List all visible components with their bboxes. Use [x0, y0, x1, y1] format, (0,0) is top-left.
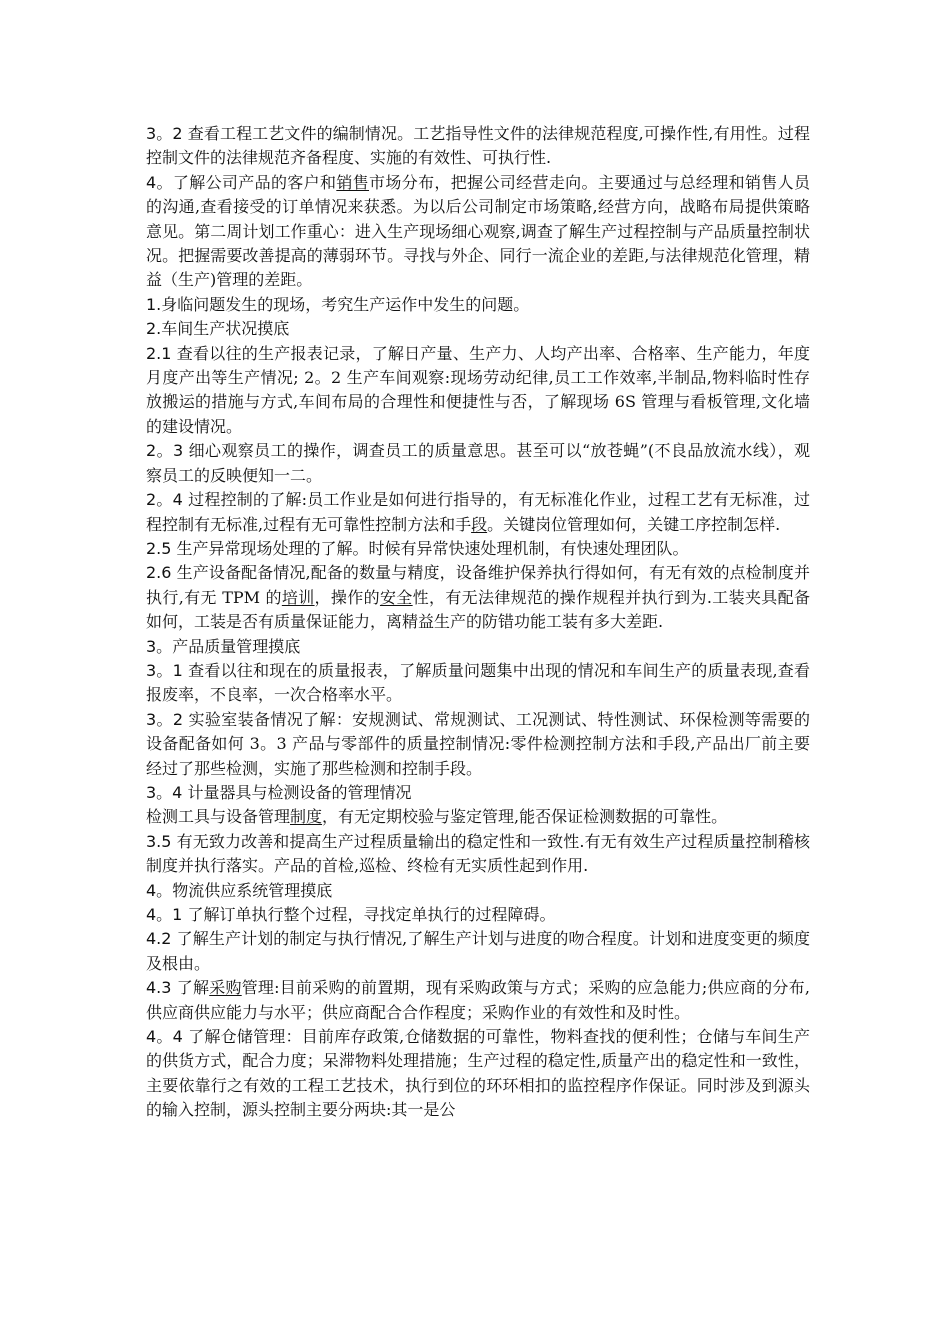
paragraph-text: 了解采购管理:目前采购的前置期，现有采购政策与方式；采购的应急能力;供应商的分布,供应商供应能力与水平；供应商配合合作程度；采购作业的有效性和及时性。	[146, 978, 810, 1022]
paragraph-7	[146, 488, 810, 537]
paragraph-17	[146, 903, 810, 927]
paragraph-5	[146, 342, 810, 440]
paragraph-text: 计量器具与检测设备的管理情况	[187, 782, 412, 802]
paragraph-6	[146, 439, 810, 488]
paragraph-number: 4.2	[146, 929, 177, 949]
paragraph-text: 查看以往的生产报表记录，了解日产量、生产力、人均产出率、合格率、生产能力，年度月度产出等生产情况; 2。2 生产车间观察:现场劳动纪律,员工工作效率,半制品,物料临时性存放搬运的措施与方式,车间布局的合理性和便捷性与否，了解现场 6S 管理与看板管理,文化墙的建设情况。	[146, 343, 810, 436]
paragraph-number: 1.	[146, 294, 162, 314]
paragraph-number: 3。2	[146, 709, 189, 729]
paragraph-text: 生产异常现场处理的了解。时候有异常快速处理机制，有快速处理团队。	[176, 538, 689, 558]
paragraph-number: 3.5	[146, 831, 177, 851]
paragraph-14	[146, 805, 810, 829]
paragraph-2	[146, 171, 810, 293]
paragraph-number: 4。1	[146, 905, 188, 924]
paragraph-number: 2。4	[146, 490, 189, 510]
paragraph-text: 了解生产计划的制定与执行情况,了解生产计划与进度的吻合程度。计划和进度变更的频度及根由。	[146, 929, 810, 973]
paragraph-number: 3。	[146, 636, 173, 656]
paragraph-15	[146, 830, 810, 879]
paragraph-13	[146, 781, 810, 805]
paragraph-number: 2.1	[146, 343, 177, 363]
paragraph-12	[146, 708, 810, 781]
paragraph-8	[146, 537, 810, 561]
paragraph-number: 3。4	[146, 782, 188, 802]
paragraph-text: 物流供应系统管理摸底	[172, 880, 333, 900]
paragraph-text: 了解仓储管理：目前库存政策,仓储数据的可靠性，物料查找的便利性；仓储与车间生产的供货方式，配合力度；呆滞物料处理措施；生产过程的稳定性,质量产出的稳定性和一致性，主要依靠行之有效的工程工艺技术，执行到位的环环相扣的监控程序作保证。同时涉及到源头的输入控制，源头控制主要分两块:其一是公	[146, 1027, 810, 1120]
paragraph-number: 2.5	[146, 538, 177, 558]
paragraph-number: 4。	[146, 172, 173, 192]
document-body	[146, 122, 810, 1123]
paragraph-text: 生产设备配备情况,配备的数量与精度，设备维护保养执行得如何，有无有效的点检制度并执行,有无 TPM 的培训，操作的安全性，有无法律规范的操作规程并执行到为.工装夹具配备如何，工装是否有质量保证能力，离精益生产的防错功能工装有多大差距.	[146, 563, 810, 632]
paragraph-text: 查看以往和现在的质量报表，了解质量问题集中出现的情况和车间生产的质量表现,查看报废率，不良率，一次合格率水平。	[146, 660, 810, 705]
paragraph-text: 实验室装备情况了解：安规测试、常规测试、工况测试、特性测试、环保检测等需要的设备配备如何 3。3 产品与零部件的质量控制情况:零件检测控制方法和手段,产品出厂前主要经过了那些检测，实施了那些检测和控制手段。	[146, 709, 810, 778]
paragraph-number: 4。	[146, 880, 173, 900]
paragraph-text: 细心观察员工的操作，调查员工的质量意思。甚至可以“放苍蝇”(不良品放流水线），观察员工的反映便知一二。	[146, 441, 810, 485]
paragraph-number: 2.6	[146, 563, 177, 583]
paragraph-text: 产品质量管理摸底	[172, 636, 301, 656]
paragraph-18	[146, 927, 810, 976]
paragraph-20	[146, 1025, 810, 1123]
paragraph-text: 有无致力改善和提高生产过程质量输出的稳定性和一致性.有无有效生产过程质量控制稽核制度并执行落实。产品的首检,巡检、终检有无实质性起到作用.	[146, 831, 810, 876]
paragraph-10	[146, 635, 810, 659]
paragraph-1	[146, 122, 810, 171]
paragraph-number: 4。4	[146, 1027, 189, 1047]
paragraph-number: 2。3	[146, 441, 189, 461]
paragraph-number: 2.	[146, 319, 162, 339]
paragraph-text: 了解公司产品的客户和销售市场分布，把握公司经营走向。主要通过与总经理和销售人员的沟通,查看接受的订单情况来获悉。为以后公司制定市场策略,经营方向，战略布局提供策略意见。第二周计划工作重心：进入生产现场细心观察,调查了解生产过程控制与产品质量控制状况。把握需要改善提高的薄弱环节。寻找与外企、同行一流企业的差距,与法律规范化管理，精益（生产)管理的差距。	[146, 172, 810, 290]
paragraph-text: 了解订单执行整个过程，寻找定单执行的过程障碍。	[187, 905, 556, 924]
paragraph-text: 车间生产状况摸底	[161, 319, 290, 339]
paragraph-text: 查看工程工艺文件的编制情况。工艺指导性文件的法律规范程度,可操作性,有用性。过程控制文件的法律规范齐备程度、实施的有效性、可执行性.	[146, 124, 810, 168]
paragraph-number: 4.3	[146, 978, 177, 998]
paragraph-19	[146, 976, 810, 1025]
paragraph-text: 过程控制的了解:员工作业是如何进行指导的，有无标准化作业，过程工艺有无标准，过程控制有无标准,过程有无可靠性控制方法和手段。关键岗位管理如何，关键工序控制怎样.	[146, 490, 810, 534]
paragraph-text: 身临问题发生的现场，考究生产运作中发生的问题。	[161, 294, 530, 314]
paragraph-number: 3。1	[146, 660, 189, 680]
paragraph-number: 3。2	[146, 124, 188, 143]
paragraph-16	[146, 879, 810, 903]
paragraph-11	[146, 659, 810, 708]
paragraph-3	[146, 293, 810, 317]
paragraph-4	[146, 317, 810, 341]
paragraph-text: 检测工具与设备管理制度，有无定期校验与鉴定管理,能否保证检测数据的可靠性。	[146, 807, 728, 827]
paragraph-9	[146, 561, 810, 634]
